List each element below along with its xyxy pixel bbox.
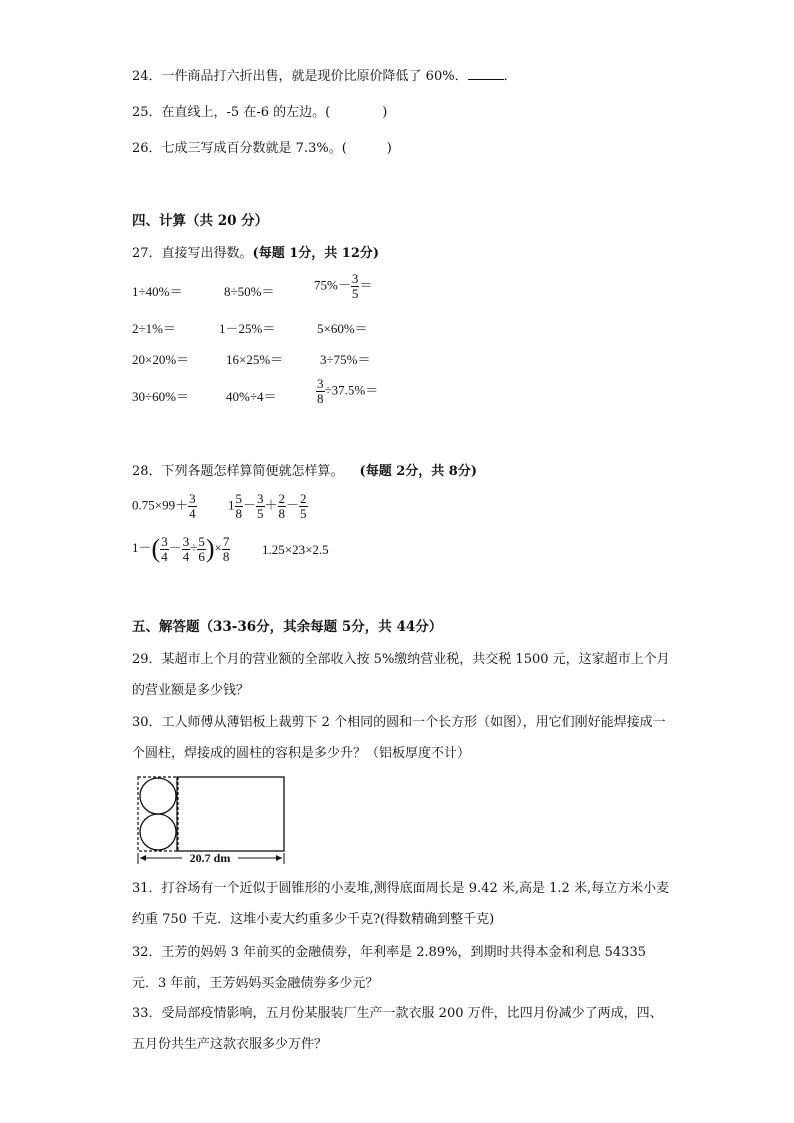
fraction: $\frac{3}{4}$ <box>189 491 196 521</box>
fraction: $\frac{3}{8}$ <box>317 376 324 406</box>
simplify-expression-4: 1.25×23×2.5 <box>262 542 329 557</box>
rectangle <box>177 777 284 851</box>
calc-item: 20×20%＝ <box>132 352 190 367</box>
question-29: 29．某超市上个月的营业额的全部收入按 5%缴纳营业税，共交税 1500 元，这家超市上个月的营业额是多少钱？ <box>132 652 670 698</box>
section-5-title: 五、解答题（33-36分，其余每题 5分，共 44分） <box>132 619 443 635</box>
question-25: 25．在直线上，-5 在-6 的左边。( ) <box>132 105 388 120</box>
fraction: $\frac{2}{8}$ <box>278 491 286 521</box>
calc-item: 1÷40%＝ <box>132 284 183 299</box>
question-32: 32．王芳的妈妈 3 年前买的金融债券，年利率是 2.89%，到期时共得本金和利息 54335 元．3 年前，王芳妈妈买金融债券多少元？ <box>132 945 646 991</box>
calc-item: 5×60%＝ <box>317 321 368 336</box>
calc-item: 1－25%＝ <box>219 321 276 336</box>
answer-blank[interactable] <box>468 69 504 80</box>
simplify-expression-1: 0.75×99＋ $\frac{3}{4}$ <box>132 491 196 521</box>
calc-item: 30÷60%＝ <box>132 389 189 404</box>
dimension-label: 20.7 dm <box>189 851 231 865</box>
fraction: $\frac{5}{8}$ <box>235 491 242 521</box>
question-31: 31．打谷场有一个近似于圆锥形的小麦堆,测得底面周长是 9.42 米,高是 1.2 米,每立方米小麦约重 750 千克．这堆小麦大约重多少千克?(得数精确到整千克) <box>132 881 670 927</box>
question-30: 30．工人师傅从薄铝板上裁剪下 2 个相同的圆和一个长方形（如图），用它们刚好能焊接成一个圆柱，焊接成的圆柱的容积是多少升？（铝板厚度不计） <box>132 715 666 761</box>
fraction: $\frac{3}{4}$ <box>161 533 168 564</box>
circle-bottom <box>140 814 176 850</box>
fraction: $\frac{3}{4}$ <box>182 533 190 564</box>
calc-item: $\frac{3}{8}$ ÷37.5%＝ <box>317 376 379 406</box>
net-figure <box>132 774 292 866</box>
circle-top <box>140 778 176 814</box>
fraction: $\frac{5}{6}$ <box>198 533 205 564</box>
question-26: 26．七成三写成百分数就是 7.3%。( ) <box>132 141 392 156</box>
simplify-expression-3: 1－( $\frac{3}{4}$ － $\frac{3}{4}$ ÷ $\frac{5}{6}$ )× $\frac{7}{8}$ <box>132 533 230 564</box>
calc-item: 2÷1%＝ <box>132 321 176 336</box>
arrow-left-icon <box>140 855 146 861</box>
fraction: $\frac{3}{5}$ <box>351 271 359 301</box>
calc-item: 8÷50%＝ <box>224 284 275 299</box>
arrow-right-icon <box>276 855 282 861</box>
question-27: 27．直接写出得数。(每题 1分，共 12分) <box>132 246 380 261</box>
question-33: 33．受局部疫情影响，五月份某服装厂生产一款衣服 200 万件，比四月份减少了两成，四、五月份共生产这款衣服多少万件？ <box>132 1006 663 1052</box>
calc-item: 3÷75%＝ <box>320 352 371 367</box>
calc-item: 40%÷4＝ <box>226 389 277 404</box>
question-28: 28．下列各题怎样算简便就怎样算。 (每题 2分，共 8分) <box>132 464 477 479</box>
fraction: $\frac{2}{5}$ <box>300 491 307 521</box>
section-4-title: 四、计算（共 20 分） <box>132 213 269 229</box>
calc-item: 16×25%＝ <box>226 352 284 367</box>
fraction: $\frac{3}{5}$ <box>257 491 264 521</box>
fraction: $\frac{7}{8}$ <box>222 533 230 564</box>
simplify-expression-2: 1 $\frac{5}{8}$ － $\frac{3}{5}$ ＋ $\frac{2}{8}$ － $\frac{2}{5}$ <box>228 491 307 521</box>
question-24: 24．一件商品打六折出售，就是现价比原价降低了 60%． ． <box>132 69 517 84</box>
calc-item: 75%－ $\frac{3}{5}$ ＝ <box>314 271 373 301</box>
